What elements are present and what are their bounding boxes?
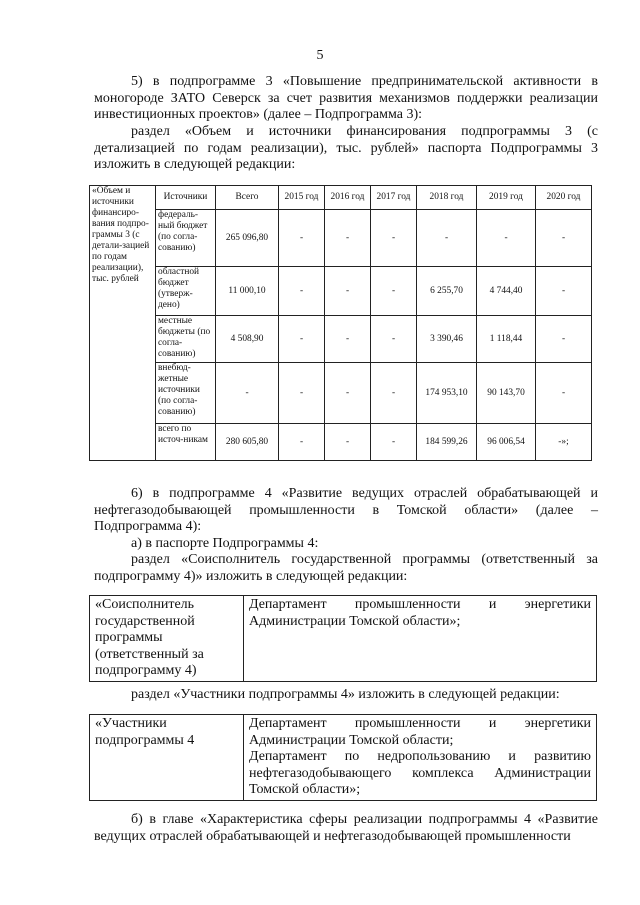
table-row	[90, 210, 592, 267]
table-row	[90, 424, 592, 461]
value-cell: -	[371, 363, 417, 424]
page-number: 5	[316, 48, 324, 63]
value-cell: 6 255,70	[417, 267, 477, 316]
source-cell: областной бюджет (утверж-дено)	[156, 267, 216, 316]
financing-row-label: «Объем и источники финансиро-вания подпро-граммы 3 (с детали-зацией по годам реализации), тыс. рублей	[90, 186, 156, 461]
paragraph-subprogram-3: 5) в подпрограмме 3 «Повышение предпринимательской активности в моногороде ЗАТО Северск за счет развития механизмов поддержки реализации инвестиционных проектов» (далее – Подпрограмма 3):	[94, 74, 598, 122]
header-2016: 2016 год	[325, 186, 371, 210]
value-cell: 1 118,44	[477, 316, 536, 363]
header-2020: 2020 год	[536, 186, 592, 210]
value-cell: -	[371, 424, 417, 461]
table-row	[90, 363, 592, 424]
financing-table	[89, 185, 592, 461]
value-cell: 3 390,46	[417, 316, 477, 363]
paragraph-chapter: б) в главе «Характеристика сферы реализации подпрограммы 4 «Развитие ведущих отраслей обрабатывающей и нефтегазодобывающей промышленности	[94, 812, 598, 844]
participant-1: Департамент промышленности и энергетики Администрации Томской области;	[249, 716, 591, 748]
participants-table	[89, 714, 597, 801]
value-cell: -	[279, 316, 325, 363]
value-cell: -	[279, 210, 325, 267]
header-total: Всего	[216, 186, 279, 210]
source-cell: местные бюджеты (по согла-сованию)	[156, 316, 216, 363]
value-cell: -	[279, 267, 325, 316]
source-cell: федераль-ный бюджет (по согла-сованию)	[156, 210, 216, 267]
value-cell: -	[417, 210, 477, 267]
value-cell: 4 744,40	[477, 267, 536, 316]
coexecutor-table	[89, 595, 597, 682]
participant-2: Департамент по недропользованию и развитию нефтегазодобывающего комплекса Администрации Томской области»;	[249, 749, 591, 797]
participants-label: «Участники подпрограммы 4	[90, 715, 244, 801]
table-row	[90, 267, 592, 316]
value-cell: -	[536, 316, 592, 363]
paragraph-section-4: раздел «Соисполнитель государственной программы (ответственный за подпрограмму 4)» изложить в следующей редакции:	[94, 552, 598, 584]
value-cell: 90 143,70	[477, 363, 536, 424]
value-cell: -	[536, 267, 592, 316]
header-2018: 2018 год	[417, 186, 477, 210]
header-sources: Источники	[156, 186, 216, 210]
table-row	[90, 316, 592, 363]
value-cell: 96 006,54	[477, 424, 536, 461]
paragraph-section-3: раздел «Объем и источники финансирования подпрограммы 3 (с детализацией по годам реализации), тыс. рублей» паспорта Подпрограммы 3 изложить в следующей редакции:	[94, 124, 598, 172]
coexecutor-value: Департамент промышленности и энергетики Администрации Томской области»;	[244, 596, 597, 682]
paragraph-participants: раздел «Участники подпрограммы 4» изложить в следующей редакции:	[131, 687, 560, 702]
value-cell: -	[536, 363, 592, 424]
paragraph-passport-4: а) в паспорте Подпрограммы 4:	[131, 536, 319, 551]
header-2015: 2015 год	[279, 186, 325, 210]
value-cell: -	[371, 210, 417, 267]
value-cell: -	[325, 363, 371, 424]
value-cell: -	[279, 363, 325, 424]
header-2019: 2019 год	[477, 186, 536, 210]
value-cell: -	[325, 316, 371, 363]
value-cell: 265 096,80	[216, 210, 279, 267]
coexecutor-label: «Соисполнитель государственной программы (ответственный за подпрограмму 4)	[90, 596, 244, 682]
paragraph-subprogram-4: 6) в подпрограмме 4 «Развитие ведущих отраслей обрабатывающей и нефтегазодобывающей промышленности в Томской области» (далее – Подпрограмма 4):	[94, 486, 598, 534]
value-cell: -	[216, 363, 279, 424]
value-cell: 174 953,10	[417, 363, 477, 424]
value-cell: 280 605,80	[216, 424, 279, 461]
value-cell: 184 599,26	[417, 424, 477, 461]
value-cell: -	[325, 267, 371, 316]
participants-value	[244, 715, 597, 801]
value-cell: -	[325, 210, 371, 267]
header-2017: 2017 год	[371, 186, 417, 210]
value-cell: -	[279, 424, 325, 461]
value-cell: -	[325, 424, 371, 461]
source-cell: внебюд-жетные источники (по согла-сованию)	[156, 363, 216, 424]
value-cell: -	[477, 210, 536, 267]
value-cell: 4 508,90	[216, 316, 279, 363]
source-cell: всего по источ-никам	[156, 424, 216, 461]
value-cell: 11 000,10	[216, 267, 279, 316]
value-cell: -	[536, 210, 592, 267]
value-cell: -»;	[536, 424, 592, 461]
value-cell: -	[371, 316, 417, 363]
value-cell: -	[371, 267, 417, 316]
